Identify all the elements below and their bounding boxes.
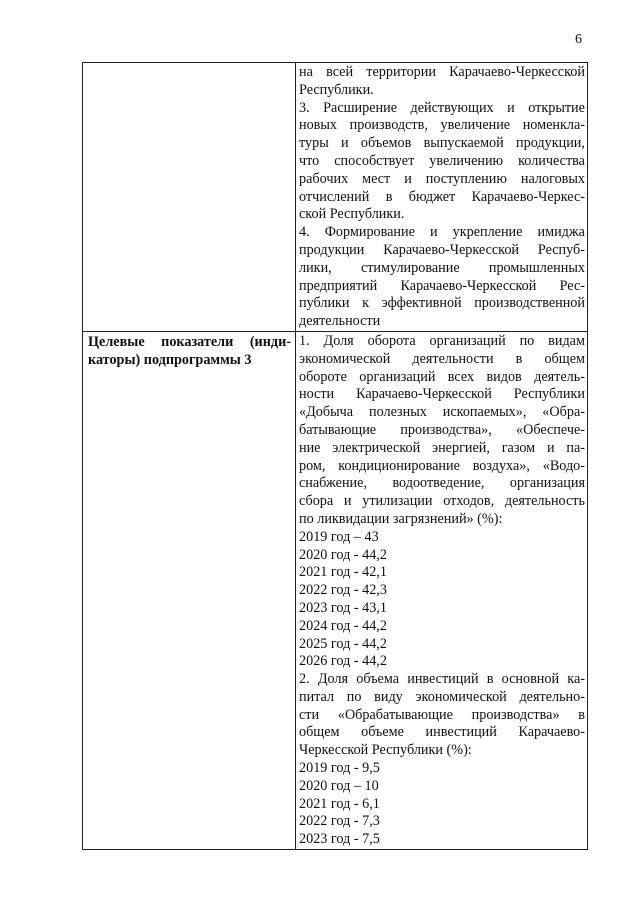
text-line xyxy=(299,724,585,742)
word: деятель- xyxy=(534,368,585,385)
word: новых xyxy=(299,117,338,134)
word: экономической xyxy=(415,688,507,705)
text-line xyxy=(299,422,585,440)
word: «Обрабатывающие xyxy=(337,706,453,723)
text-line: 2020 год - 44,2 xyxy=(299,546,387,563)
word: «Добыча xyxy=(299,404,354,421)
word: в xyxy=(486,671,494,688)
word: Рес- xyxy=(559,277,585,294)
page-number: 6 xyxy=(575,32,582,47)
word: Карачаево- xyxy=(518,724,585,741)
word: батывающие xyxy=(299,421,377,438)
text-line xyxy=(299,64,585,82)
word: отчислений xyxy=(299,188,370,205)
word: в xyxy=(385,188,393,205)
word: производства» xyxy=(471,706,560,723)
text-line xyxy=(299,386,585,404)
text-line xyxy=(299,117,585,135)
word: Карачаево-Черкесской xyxy=(400,277,537,294)
word: «Обра- xyxy=(542,404,585,421)
word: утилизации xyxy=(362,493,433,510)
text-line xyxy=(299,135,585,153)
word: ка- xyxy=(567,671,585,688)
text-line xyxy=(299,278,585,296)
text-line xyxy=(299,440,585,458)
text-line xyxy=(299,475,585,493)
word: способствует xyxy=(334,152,415,169)
word: электрической xyxy=(332,439,421,456)
word: публики xyxy=(299,295,350,312)
text-line: 2024 год - 44,2 xyxy=(299,617,387,634)
word: рабочих xyxy=(299,170,349,187)
text-line xyxy=(299,369,585,387)
word: в xyxy=(515,350,523,367)
word: мест xyxy=(362,170,391,187)
word: и xyxy=(341,135,349,152)
word: общем xyxy=(544,350,585,367)
word: организаций xyxy=(359,368,436,385)
word: Формирование xyxy=(324,224,415,241)
word: виду xyxy=(374,688,403,705)
word: производства», xyxy=(400,421,492,438)
word: в xyxy=(578,706,585,723)
text-line xyxy=(299,493,585,511)
text-line xyxy=(299,404,585,422)
text-line xyxy=(299,671,585,689)
text-line xyxy=(299,260,585,278)
word: увеличение xyxy=(440,117,511,134)
word: Расширение xyxy=(323,99,398,116)
text-line: по ликвидации загрязнений» (%): xyxy=(299,510,503,527)
word: лики, xyxy=(299,259,332,276)
word: всех xyxy=(447,368,475,385)
word: сти xyxy=(299,706,320,723)
word: и xyxy=(507,99,515,116)
word: и xyxy=(546,439,555,456)
text-line xyxy=(299,100,585,118)
text-line: 2022 год - 42,3 xyxy=(299,582,387,599)
word: стимулирование xyxy=(360,259,460,276)
word: по xyxy=(346,688,362,705)
word: питал xyxy=(299,688,335,705)
word: всей xyxy=(326,64,354,80)
text-line xyxy=(299,242,585,260)
row2-content-cell xyxy=(296,331,588,849)
text-line xyxy=(299,189,585,207)
word: территории xyxy=(366,64,436,80)
word: ности xyxy=(299,386,335,403)
row1-label-cell xyxy=(83,63,296,332)
text-line: 2023 год - 7,5 xyxy=(299,831,380,848)
text-line xyxy=(299,153,585,171)
word: ние xyxy=(299,439,321,456)
word: инвестиций xyxy=(425,724,497,741)
word: основной xyxy=(501,671,560,688)
word: показатели xyxy=(161,333,234,350)
text-line: 2021 год - 6,1 xyxy=(299,795,380,812)
word: деятельно- xyxy=(519,688,585,705)
word: номенкла- xyxy=(522,117,585,134)
word: производств, xyxy=(349,117,428,134)
word: оборота xyxy=(367,332,416,349)
word: Карачаево-Черкесской xyxy=(356,386,492,403)
word: деятельность xyxy=(504,493,585,510)
word: энергией, xyxy=(432,439,490,456)
word: ископаемых», xyxy=(442,404,527,421)
word: обороте xyxy=(299,368,347,385)
word: 2. xyxy=(299,671,310,688)
word: инвестиций xyxy=(407,671,479,688)
word: «Обеспече- xyxy=(515,421,585,438)
text-line xyxy=(299,171,585,189)
word: промышленных xyxy=(488,259,585,276)
word: Респуб- xyxy=(537,241,585,258)
word: и xyxy=(404,170,412,187)
word: ром, xyxy=(299,457,326,474)
word: Карачаево-Черкесской xyxy=(449,64,585,80)
word: (инди- xyxy=(249,333,291,350)
word: продукции xyxy=(299,241,365,258)
word: отходов, xyxy=(443,493,495,510)
word: 4. xyxy=(299,224,310,241)
text-line xyxy=(299,458,585,476)
word: объемов xyxy=(360,135,412,152)
word: действующих xyxy=(410,99,494,116)
word: на xyxy=(299,64,313,80)
word: водоотведение, xyxy=(392,475,485,492)
word: к xyxy=(362,295,369,312)
word: воздуха», xyxy=(472,457,530,474)
word: выпускаемой xyxy=(423,135,504,152)
word: и xyxy=(343,493,352,510)
text-line: 2026 год - 44,2 xyxy=(299,653,387,670)
word: объема xyxy=(356,671,400,688)
word: деятельности xyxy=(412,350,494,367)
text-line xyxy=(299,333,585,351)
word: по xyxy=(519,332,535,349)
word: Целевые xyxy=(88,333,145,350)
word: укрепление xyxy=(452,224,523,241)
word: предприятий xyxy=(299,277,378,294)
word: налоговых xyxy=(520,170,585,187)
word: общем xyxy=(299,724,340,741)
word: Карачаево-Черкесской xyxy=(383,241,520,258)
word: экономической xyxy=(299,350,391,367)
word: видам xyxy=(548,332,585,349)
word: продукции, xyxy=(516,135,585,152)
word: количества xyxy=(518,152,585,169)
text-line: Республики. xyxy=(299,81,374,98)
text-line: 2020 год – 10 xyxy=(299,777,379,794)
word: и xyxy=(429,224,438,241)
text-line xyxy=(299,351,585,369)
word: объеме xyxy=(361,724,404,741)
row2-label-cell xyxy=(83,331,296,849)
word: 3. xyxy=(299,99,310,116)
word: Доля xyxy=(323,332,354,349)
program-table xyxy=(82,62,588,850)
word: снабжение, xyxy=(299,475,367,492)
text-line: каторы) подпрограммы 3 xyxy=(88,351,252,368)
word: бюджет xyxy=(408,188,456,205)
word: организаций xyxy=(429,332,506,349)
word: эффективной xyxy=(381,295,462,312)
text-line: Черкесской Республики (%): xyxy=(299,742,472,759)
text-line: 2022 год - 7,3 xyxy=(299,813,380,830)
text-line xyxy=(299,707,585,725)
table-row xyxy=(83,63,588,332)
word: видов xyxy=(486,368,522,385)
word: Республики xyxy=(513,386,585,403)
text-line xyxy=(299,295,585,313)
word: кондиционирование xyxy=(338,457,460,474)
word: газом xyxy=(501,439,536,456)
text-line: 2021 год - 42,1 xyxy=(299,564,387,581)
text-line: 2025 год - 44,2 xyxy=(299,635,387,652)
word: Доля xyxy=(317,671,349,688)
text-line: 2019 год - 9,5 xyxy=(299,760,380,777)
word: туры xyxy=(299,135,329,152)
text-line: деятельности xyxy=(299,313,381,330)
word: что xyxy=(299,152,320,169)
word: имиджа xyxy=(537,224,585,241)
word: поступлению xyxy=(425,170,507,187)
text-line xyxy=(88,334,291,352)
text-line: ской Республики. xyxy=(299,206,405,223)
word: открытие xyxy=(528,99,585,116)
word: организация xyxy=(509,475,585,492)
text-line xyxy=(299,689,585,707)
text-line xyxy=(299,224,585,242)
word: «Водо- xyxy=(542,457,585,474)
word: па- xyxy=(566,439,585,456)
word: 1. xyxy=(299,332,310,349)
word: производственной xyxy=(474,295,585,312)
word: полезных xyxy=(368,404,427,421)
word: увеличению xyxy=(429,152,504,169)
text-line: 2023 год - 43,1 xyxy=(299,599,387,616)
word: сбора xyxy=(299,493,334,510)
table-row xyxy=(83,331,588,849)
text-line: 2019 год – 43 xyxy=(299,528,379,545)
row1-content-cell xyxy=(296,63,588,332)
word: Карачаево-Черкес- xyxy=(471,188,585,205)
